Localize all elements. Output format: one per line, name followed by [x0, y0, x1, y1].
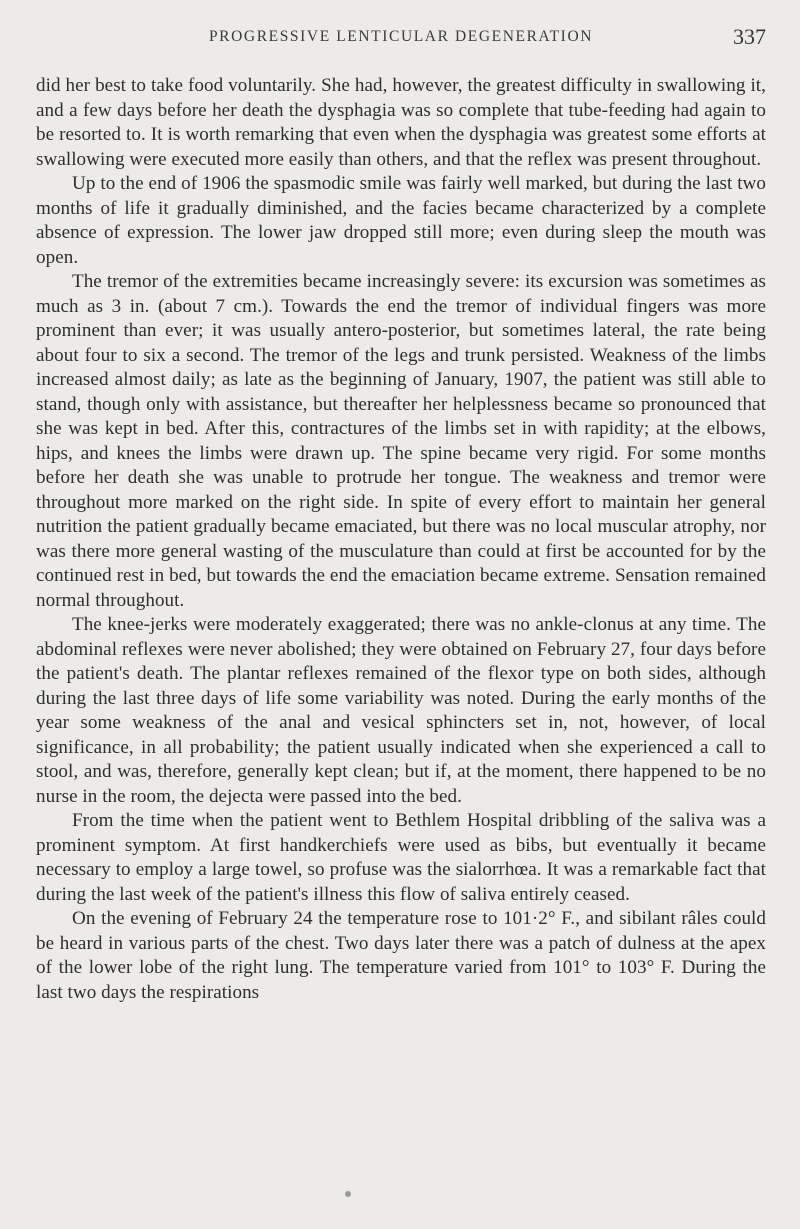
paragraph-reflexes: The knee-jerks were moderately exaggerated; there was no ankle-clonus at any time. The abdominal reflexes were never abolished; they were obtained on February 27, four days before the patient's death. The plantar reflexes remained of the flexor type on both sides, although during the last three days of life some variability was noted. During the early months of the year some weakness of the anal and vesical sphincters set in, not, however, of local significance, in all probability; the patient usually indicated when she experienced a call to stool, and was, therefore, generally kept clean; but if, at the moment, there happened to be no nurse in the room, the dejecta were passed into the bed.	[36, 614, 766, 807]
paragraph-facies: Up to the end of 1906 the spasmodic smile was fairly well marked, but during the last two months of life it gradually diminished, and the facies became characterized by a complete absence of expression. The lower jaw dropped still more; even during sleep the mouth was open.	[36, 173, 766, 268]
page-header	[36, 26, 766, 60]
paragraph-saliva: From the time when the patient went to Bethlem Hospital dribbling of the saliva was a prominent symptom. At first handkerchiefs were used as bibs, but eventually it became necessary to employ a large towel, so profuse was the sialorrhœa. It was a remarkable fact that during the last week of the patient's illness this flow of saliva entirely ceased.	[36, 810, 766, 905]
ink-speck-mark	[345, 1191, 351, 1197]
page-number: 337	[733, 24, 766, 49]
paragraph-continued: did her best to take food voluntarily. She had, however, the greatest difficulty in swallowing it, and a few days before her death the dysphagia was so complete that tube-feeding had again to be resorted to. It is worth remarking that even when the dysphagia was greatest some efforts at swallowing were executed more easily than others, and that the reflex was present throughout.	[36, 75, 766, 170]
paragraph-temperature: On the evening of February 24 the temperature rose to 101·2° F., and sibilant râles could be heard in various parts of the chest. Two days later there was a patch of dulness at the apex of the lower lobe of the right lung. The temperature varied from 101° to 103° F. During the last two days the respirations	[36, 908, 766, 1003]
running-title: PROGRESSIVE LENTICULAR DEGENERATION	[208, 28, 594, 45]
body-text	[36, 74, 766, 1005]
paragraph-tremor: The tremor of the extremities became increasingly severe: its excursion was sometimes as much as 3 in. (about 7 cm.). Towards the end the tremor of individual fingers was more prominent than ever; it was usually antero-posterior, but sometimes lateral, the rate being about four to six a second. The tremor of the legs and trunk persisted. Weakness of the limbs increased almost daily; as late as the beginning of January, 1907, the patient was still able to stand, though only with assistance, but thereafter her helplessness became so pronounced that she was kept in bed. After this, contractures of the limbs set in with rapidity; at the elbows, hips, and knees the limbs were drawn up. The spine became very rigid. For some months before her death she was unable to protrude her tongue. The weakness and tremor were throughout more marked on the right side. In spite of every effort to maintain her general nutrition the patient gradually became emaciated, but there was no local muscular atrophy, nor was there more general wasting of the musculature than could at first be accounted for by the continued rest in bed, but towards the end the emaciation became extreme. Sensation remained normal throughout.	[36, 271, 766, 611]
